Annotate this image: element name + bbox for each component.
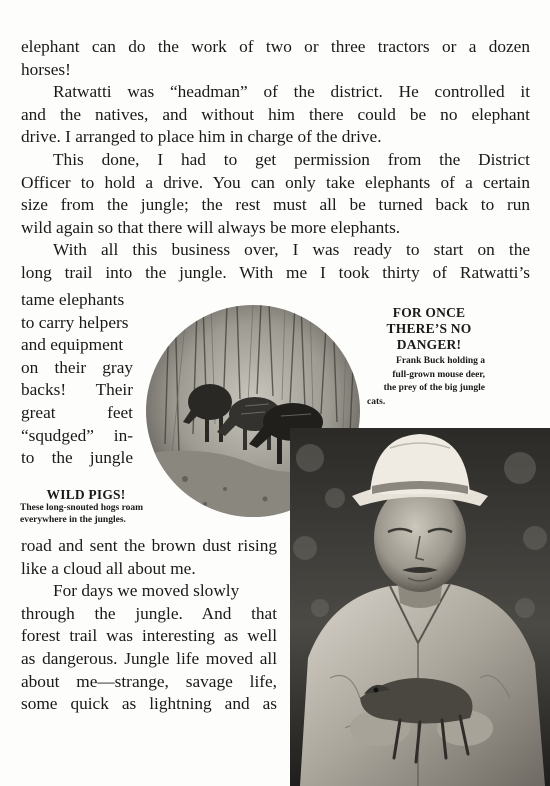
text-line: size from the jungle; the rest must all be turned back to run [21,195,530,215]
text-line: drive. I arranged to place him in charge of the drive. [21,127,382,147]
caption-body-line: full-grown mouse deer, [392,369,485,380]
caption-body-line: the prey of the big jungle [383,383,485,393]
text-line: to carry helpers [21,312,129,332]
text-line: This done, I had to get permission from the District [53,149,530,169]
text-line: long trail into the jungle. With me I took thirty of Ratwatti’s [21,262,530,282]
text-line: and the natives, and without him there could be no elephant [21,104,530,124]
text-line: as dangerous. Jungle life moved all [21,648,277,668]
caption-body-line: cats. [367,396,386,407]
caption-heading-line: DANGER! [396,337,462,352]
text-line: about me—strange, savage life, [21,671,277,691]
frank-buck-photo [290,428,550,786]
left-column-text [21,289,133,470]
frank-buck-caption [365,305,485,407]
caption-body-line: Frank Buck holding a [396,356,485,366]
text-line: like a cloud all about me. [21,558,196,578]
text-line: Officer to hold a drive. You can only take elephants of a certain [21,172,530,192]
caption-heading: WILD PIGS! [46,487,126,502]
text-line: backs! Their [21,380,133,400]
text-line: to the jungle [21,448,133,468]
wild-pigs-caption [20,487,190,525]
caption-heading-line: FOR ONCE [392,305,466,320]
text-line: elephant can do the work of two or three tractors or a dozen [21,37,530,56]
text-line: great feet [21,402,133,422]
caption-heading-line: THERE’S NO [386,321,472,336]
text-line: Ratwatti was “headman” of the district. He controlled it [53,82,530,102]
text-line: road and sent the brown dust rising [21,536,277,555]
text-line: through the jungle. And that [21,603,277,623]
text-line: “squdged” in- [21,425,133,445]
text-line: With all this business over, I was ready to start on the [53,240,530,260]
text-line: on their gray [21,357,133,377]
caption-body-line: everywhere in the jungles. [20,514,126,525]
caption-body-line: These long-snouted hogs roam [20,503,144,513]
text-line: some quick as lightning and as [21,694,277,714]
bottom-text-block [21,535,277,716]
text-line: horses! [21,59,71,79]
text-line: and equipment [21,335,124,355]
text-line: forest trail was interesting as well [21,626,277,646]
text-line: tame elephants [21,290,125,309]
text-line: wild again so that there will always be more elephants. [21,217,401,237]
top-text-block [21,36,530,285]
text-line: For days we moved slowly [53,581,240,601]
